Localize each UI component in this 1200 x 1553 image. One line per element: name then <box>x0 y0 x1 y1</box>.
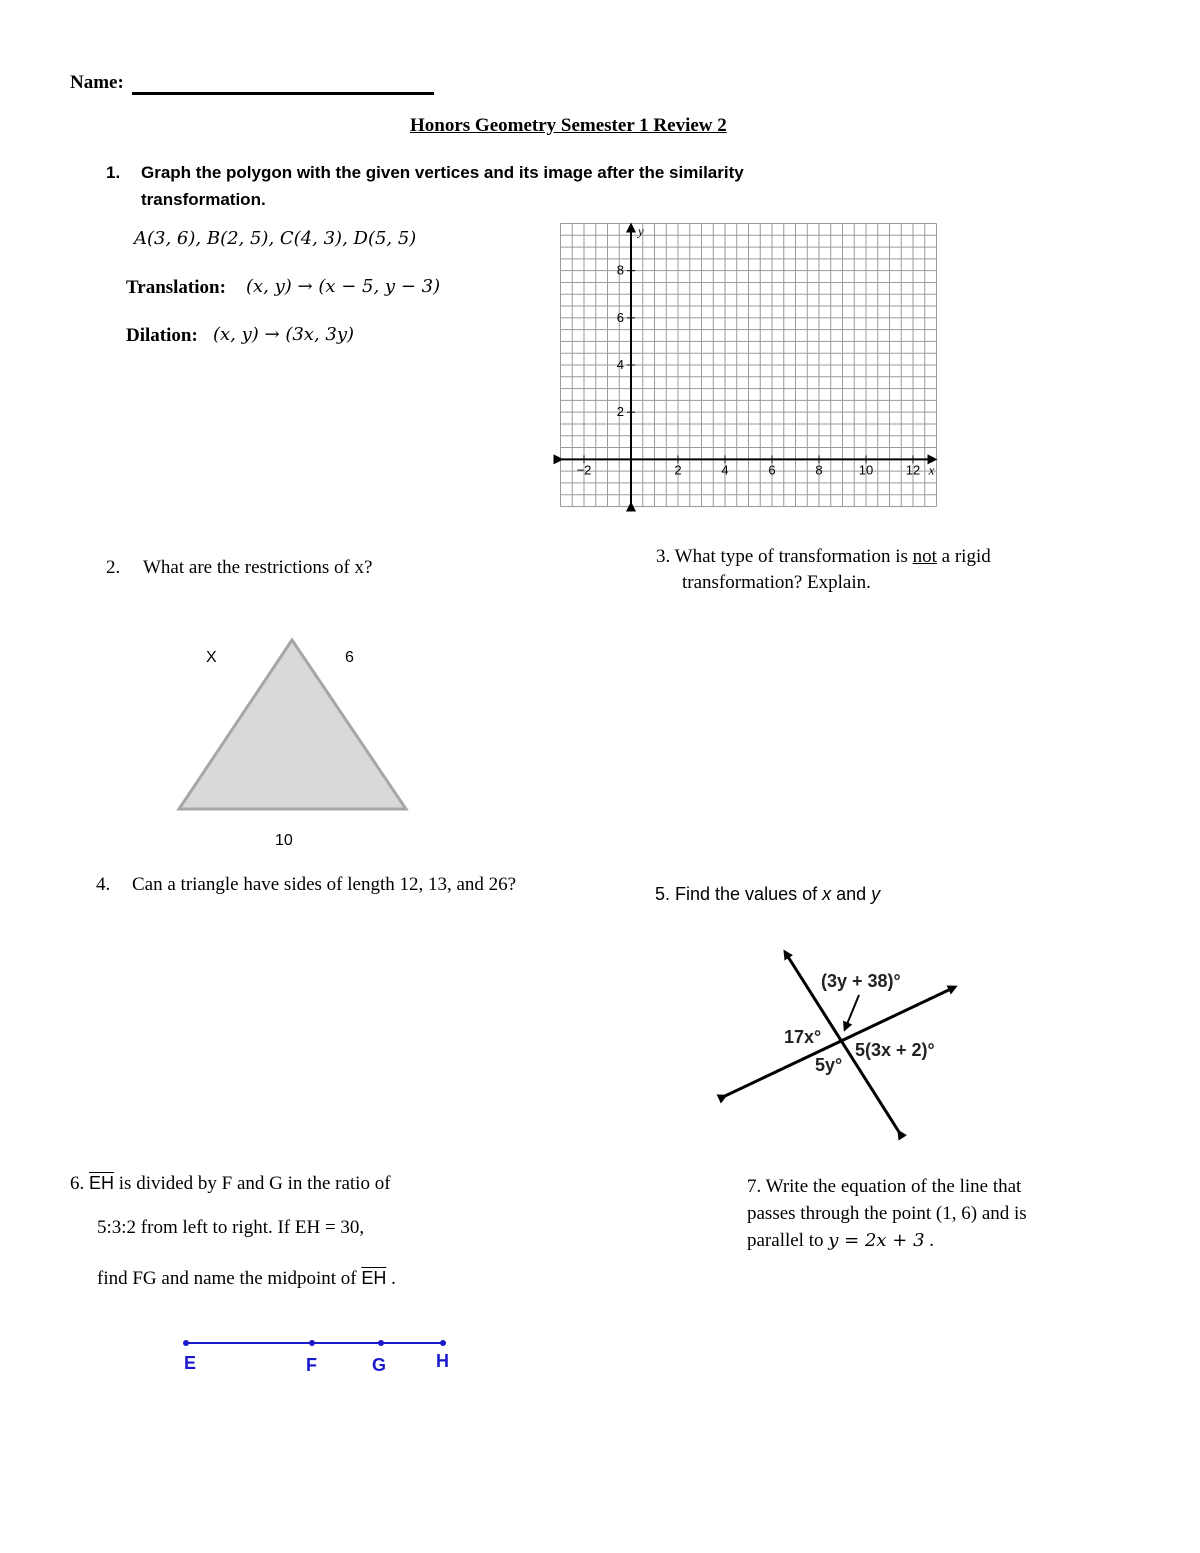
q7-text-line1: 7. Write the equation of the line that <box>747 1176 1022 1197</box>
q5-angle-left-label: 17x° <box>784 1027 822 1047</box>
name-field-line[interactable] <box>132 92 434 95</box>
q4-number: 4. <box>96 874 111 895</box>
q5-angle-right-label: 5(3x + 2)° <box>855 1040 935 1060</box>
x-tick-label: 8 <box>815 462 823 478</box>
y-axis-label: y <box>638 223 644 239</box>
y-tick-label: 8 <box>616 262 624 278</box>
q5-text: 5. Find the values of x and y <box>655 884 881 904</box>
q6-segment-figure <box>180 1336 450 1350</box>
q2-side-right-label: 6 <box>345 649 354 666</box>
q5-angle-bottom-label: 5y° <box>815 1055 843 1075</box>
q2-side-left-label: X <box>206 649 217 666</box>
q6-text-line2: 5:3:2 from left to right. If EH = 30, <box>97 1217 365 1238</box>
q6-point-e-label: E <box>184 1353 197 1373</box>
q2-side-bottom-label: 10 <box>275 832 293 849</box>
q1-translation-label: Translation: <box>126 277 226 298</box>
q6-text-line3: find FG and name the midpoint of $\overline{EH}$ . <box>97 1268 396 1289</box>
x-axis-label: x <box>928 462 935 478</box>
q1-dilation-rule: (x, y) → (3x, 3y) <box>213 324 355 345</box>
q6-point-e-dot <box>183 1340 189 1346</box>
q3-text-line1: 3. What type of transformation is not a rigid <box>656 546 991 567</box>
q6-point-g-label: G <box>372 1355 387 1375</box>
q1-dilation-label: Dilation: <box>126 325 198 346</box>
q6-point-f-label: F <box>306 1355 317 1375</box>
q3-text-line2: transformation? Explain. <box>682 572 871 593</box>
name-label: Name: <box>70 72 124 93</box>
x-tick-label: 10 <box>858 462 874 478</box>
q1-number: 1. <box>106 163 121 182</box>
q7-text-line3: parallel to y = 2x + 3 . <box>747 1230 935 1251</box>
y-tick-label: 6 <box>616 309 624 325</box>
q1-translation-rule: (x, y) → (x − 5, y − 3) <box>246 276 441 297</box>
q6-point-h-label: H <box>436 1351 449 1371</box>
coordinate-grid[interactable] <box>560 223 937 507</box>
y-tick-label: 2 <box>616 404 624 420</box>
q6-point-g-dot <box>378 1340 384 1346</box>
q5-angle-top-label: (3y + 38)° <box>821 971 901 991</box>
x-tick-label: 4 <box>721 462 729 478</box>
q6-point-h-dot <box>440 1340 446 1346</box>
x-tick-label: −2 <box>576 462 592 478</box>
x-tick-label: 12 <box>905 462 921 478</box>
x-tick-label: 2 <box>674 462 682 478</box>
q1-text-line2: transformation. <box>141 190 266 209</box>
q6-text-line1: 6. $\overline{EH}$ is divided by F and G in the ratio of <box>70 1173 391 1194</box>
q6-point-f-dot <box>309 1340 315 1346</box>
q4-text: Can a triangle have sides of length 12, 13, and 26? <box>132 874 517 895</box>
q2-number: 2. <box>106 557 121 578</box>
page-title: Honors Geometry Semester 1 Review 2 <box>410 115 727 136</box>
y-tick-label: 4 <box>616 357 624 372</box>
q7-text-line2: passes through the point (1, 6) and is <box>747 1203 1027 1224</box>
x-tick-label: 6 <box>768 462 776 478</box>
q1-vertices: A(3, 6), B(2, 5), C(4, 3), D(5, 5) <box>134 228 417 249</box>
q1-text-line1: Graph the polygon with the given vertices and its image after the similarity <box>141 163 744 182</box>
q2-text: What are the restrictions of x? <box>143 557 373 578</box>
q5-pointer-line <box>845 995 859 1029</box>
